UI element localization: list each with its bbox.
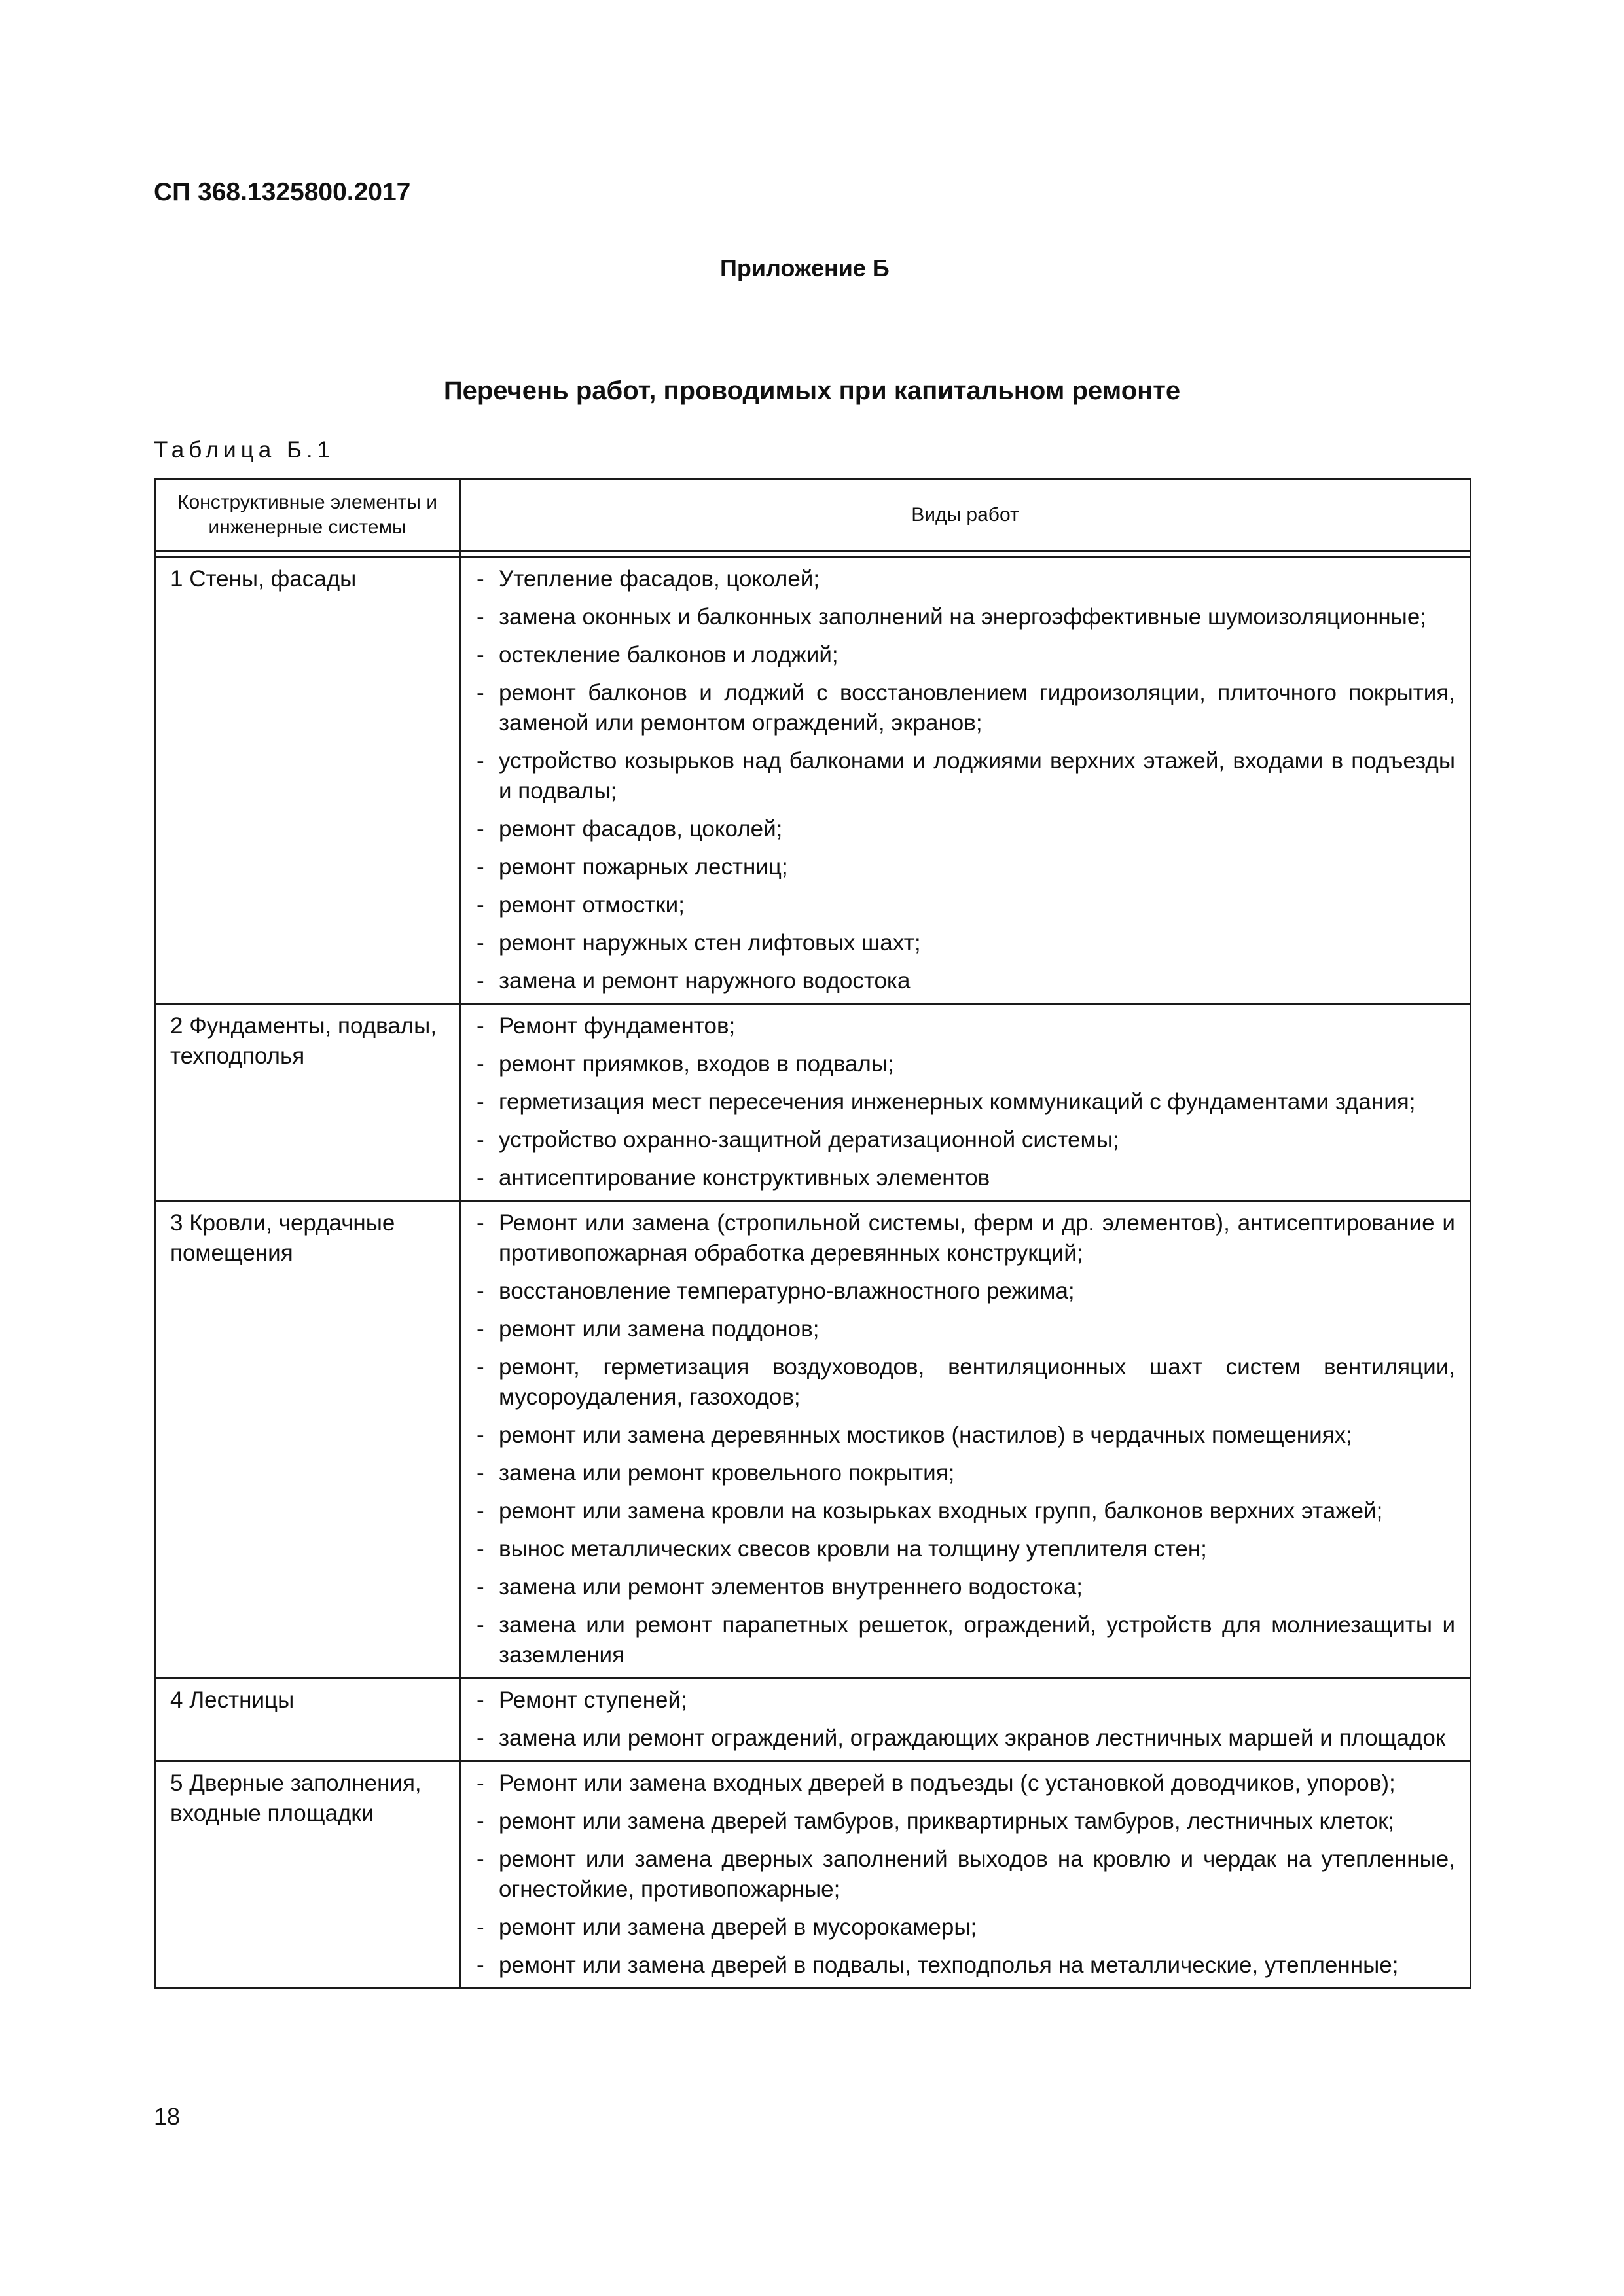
dash-bullet-icon: - bbox=[477, 816, 484, 842]
dash-bullet-icon: - bbox=[477, 1846, 484, 1872]
work-item-text: замена или ремонт ограждений, ограждающих экранов лестничных маршей и площадок bbox=[499, 1725, 1446, 1751]
work-item-text: ремонт или замена поддонов; bbox=[499, 1316, 820, 1342]
work-item-text: Ремонт фундаментов; bbox=[499, 1013, 736, 1039]
work-item bbox=[477, 1496, 1455, 1526]
work-item bbox=[477, 1768, 1455, 1799]
dash-bullet-icon: - bbox=[477, 892, 484, 918]
dash-bullet-icon: - bbox=[477, 1165, 484, 1191]
table-row bbox=[155, 1004, 1471, 1201]
structural-element-cell: 4 Лестницы bbox=[155, 1678, 460, 1761]
work-item bbox=[477, 966, 1455, 996]
header-works: Виды работ bbox=[460, 480, 1471, 551]
work-item bbox=[477, 746, 1455, 806]
work-item-text: ремонт наружных стен лифтовых шахт; bbox=[499, 930, 921, 956]
work-item bbox=[477, 1806, 1455, 1837]
dash-bullet-icon: - bbox=[477, 930, 484, 956]
dash-bullet-icon: - bbox=[477, 1770, 484, 1796]
dash-bullet-icon: - bbox=[477, 680, 484, 706]
dash-bullet-icon: - bbox=[477, 1422, 484, 1448]
appendix-label: Приложение Б bbox=[720, 255, 890, 281]
work-item-text: замена или ремонт кровельного покрытия; bbox=[499, 1460, 955, 1486]
work-item-text: восстановление температурно-влажностного режима; bbox=[499, 1278, 1075, 1304]
work-item-text: ремонт или замена деревянных мостиков (настилов) в чердачных помещениях; bbox=[499, 1422, 1352, 1448]
works-table bbox=[154, 478, 1471, 1989]
dash-bullet-icon: - bbox=[477, 1574, 484, 1600]
work-item bbox=[477, 1572, 1455, 1602]
dash-bullet-icon: - bbox=[477, 748, 484, 774]
dash-bullet-icon: - bbox=[477, 1808, 484, 1834]
dash-bullet-icon: - bbox=[477, 1013, 484, 1039]
work-item bbox=[477, 1420, 1455, 1450]
table-row bbox=[155, 1201, 1471, 1678]
work-item-text: устройство козырьков над балконами и лоджиями верхних этажей, входами в подъезды и подвалы; bbox=[499, 748, 1455, 804]
structural-element-cell: 5 Дверные заполнения, входные площадки bbox=[155, 1761, 460, 1988]
work-item-text: ремонт или замена кровли на козырьках входных групп, балконов верхних этажей; bbox=[499, 1498, 1383, 1524]
page-number: 18 bbox=[154, 2103, 181, 2130]
work-item-text: ремонт балконов и лоджий с восстановлением гидроизоляции, плиточного покрытия, заменой или ремонтом ограждений, экранов; bbox=[499, 680, 1455, 736]
work-item bbox=[477, 1458, 1455, 1488]
work-item-text: замена или ремонт элементов внутреннего водостока; bbox=[499, 1574, 1083, 1600]
work-item-text: устройство охранно-защитной дератизационной системы; bbox=[499, 1127, 1119, 1153]
work-item bbox=[477, 1685, 1455, 1715]
dash-bullet-icon: - bbox=[477, 1089, 484, 1115]
works-cell bbox=[460, 1201, 1471, 1678]
dash-bullet-icon: - bbox=[477, 566, 484, 592]
work-item bbox=[477, 852, 1455, 882]
dash-bullet-icon: - bbox=[477, 604, 484, 630]
work-item bbox=[477, 814, 1455, 844]
work-item-text: остекление балконов и лоджий; bbox=[499, 642, 839, 668]
table-row bbox=[155, 1761, 1471, 1988]
work-item bbox=[477, 1912, 1455, 1943]
work-item bbox=[477, 602, 1455, 632]
work-item-text: ремонт или замена дверей тамбуров, приквартирных тамбуров, лестничных клеток; bbox=[499, 1808, 1395, 1834]
dash-bullet-icon: - bbox=[477, 1210, 484, 1236]
work-item-text: ремонт пожарных лестниц; bbox=[499, 854, 788, 880]
works-cell bbox=[460, 1678, 1471, 1761]
dash-bullet-icon: - bbox=[477, 1952, 484, 1978]
work-item bbox=[477, 1276, 1455, 1306]
works-list bbox=[477, 1768, 1455, 1981]
work-item bbox=[477, 1534, 1455, 1564]
work-item bbox=[477, 678, 1455, 738]
work-item-text: замена или ремонт парапетных решеток, ограждений, устройств для молниезащиты и заземления bbox=[499, 1612, 1455, 1668]
header-elements: Конструктивные элементы и инженерные системы bbox=[155, 480, 460, 551]
structural-element-cell: 3 Кровли, чердачные помещения bbox=[155, 1201, 460, 1678]
work-item bbox=[477, 564, 1455, 594]
works-list bbox=[477, 1208, 1455, 1670]
dash-bullet-icon: - bbox=[477, 1687, 484, 1713]
dash-bullet-icon: - bbox=[477, 1498, 484, 1524]
dash-bullet-icon: - bbox=[477, 854, 484, 880]
work-item bbox=[477, 1208, 1455, 1268]
work-item bbox=[477, 1352, 1455, 1412]
work-item-text: замена оконных и балконных заполнений на энергоэффективные шумоизоляционные; bbox=[499, 604, 1427, 630]
work-item-text: ремонт или замена дверей в мусорокамеры; bbox=[499, 1914, 977, 1940]
dash-bullet-icon: - bbox=[477, 1725, 484, 1751]
work-item bbox=[477, 1314, 1455, 1344]
table-header-row bbox=[155, 480, 1471, 551]
dash-bullet-icon: - bbox=[477, 1278, 484, 1304]
work-item bbox=[477, 928, 1455, 958]
structural-element-cell: 1 Стены, фасады bbox=[155, 557, 460, 1004]
header-separator bbox=[155, 551, 1471, 557]
work-item bbox=[477, 1087, 1455, 1117]
work-item bbox=[477, 1723, 1455, 1753]
dash-bullet-icon: - bbox=[477, 1051, 484, 1077]
work-item bbox=[477, 1844, 1455, 1905]
work-item-text: Ремонт или замена (стропильной системы, ферм и др. элементов), антисептирование и противопожарная обработка деревянных конструкций; bbox=[499, 1210, 1455, 1266]
work-item bbox=[477, 1125, 1455, 1155]
work-item-text: ремонт фасадов, цоколей; bbox=[499, 816, 783, 842]
work-item-text: вынос металлических свесов кровли на толщину утеплителя стен; bbox=[499, 1536, 1207, 1562]
document-title: Перечень работ, проводимых при капитальном ремонте bbox=[443, 376, 1181, 405]
works-cell bbox=[460, 557, 1471, 1004]
dash-bullet-icon: - bbox=[477, 642, 484, 668]
work-item bbox=[477, 1163, 1455, 1193]
work-item-text: Ремонт или замена входных дверей в подъезды (с установкой доводчиков, упоров); bbox=[499, 1770, 1396, 1796]
work-item bbox=[477, 890, 1455, 920]
work-item-text: ремонт приямков, входов в подвалы; bbox=[499, 1051, 894, 1077]
dash-bullet-icon: - bbox=[477, 1316, 484, 1342]
works-list bbox=[477, 1011, 1455, 1193]
work-item bbox=[477, 1011, 1455, 1041]
work-item bbox=[477, 640, 1455, 670]
table-caption: Таблица Б.1 bbox=[154, 437, 335, 463]
work-item bbox=[477, 1610, 1455, 1670]
work-item bbox=[477, 1950, 1455, 1981]
works-list bbox=[477, 564, 1455, 996]
work-item-text: Утепление фасадов, цоколей; bbox=[499, 566, 820, 592]
work-item-text: Ремонт ступеней; bbox=[499, 1687, 687, 1713]
dash-bullet-icon: - bbox=[477, 968, 484, 994]
dash-bullet-icon: - bbox=[477, 1460, 484, 1486]
document-code: СП 368.1325800.2017 bbox=[154, 178, 411, 206]
dash-bullet-icon: - bbox=[477, 1127, 484, 1153]
dash-bullet-icon: - bbox=[477, 1612, 484, 1638]
structural-element-cell: 2 Фундаменты, подвалы, техподполья bbox=[155, 1004, 460, 1201]
work-item bbox=[477, 1049, 1455, 1079]
dash-bullet-icon: - bbox=[477, 1536, 484, 1562]
work-item-text: замена и ремонт наружного водостока bbox=[499, 968, 911, 994]
work-item-text: ремонт, герметизация воздуховодов, вентиляционных шахт систем вентиляции, мусороудаления, газоходов; bbox=[499, 1354, 1455, 1410]
table-body bbox=[155, 557, 1471, 1988]
table-row bbox=[155, 557, 1471, 1004]
work-item-text: ремонт отмостки; bbox=[499, 892, 685, 918]
dash-bullet-icon: - bbox=[477, 1914, 484, 1940]
works-list bbox=[477, 1685, 1455, 1753]
work-item-text: ремонт или замена дверей в подвалы, техподполья на металлические, утепленные; bbox=[499, 1952, 1399, 1978]
work-item-text: герметизация мест пересечения инженерных коммуникаций с фундаментами здания; bbox=[499, 1089, 1416, 1115]
work-item-text: антисептирование конструктивных элементов bbox=[499, 1165, 990, 1191]
works-cell bbox=[460, 1004, 1471, 1201]
dash-bullet-icon: - bbox=[477, 1354, 484, 1380]
work-item-text: ремонт или замена дверных заполнений выходов на кровлю и чердак на утепленные, огнестойкие, противопожарные; bbox=[499, 1846, 1455, 1902]
works-cell bbox=[460, 1761, 1471, 1988]
table-row bbox=[155, 1678, 1471, 1761]
